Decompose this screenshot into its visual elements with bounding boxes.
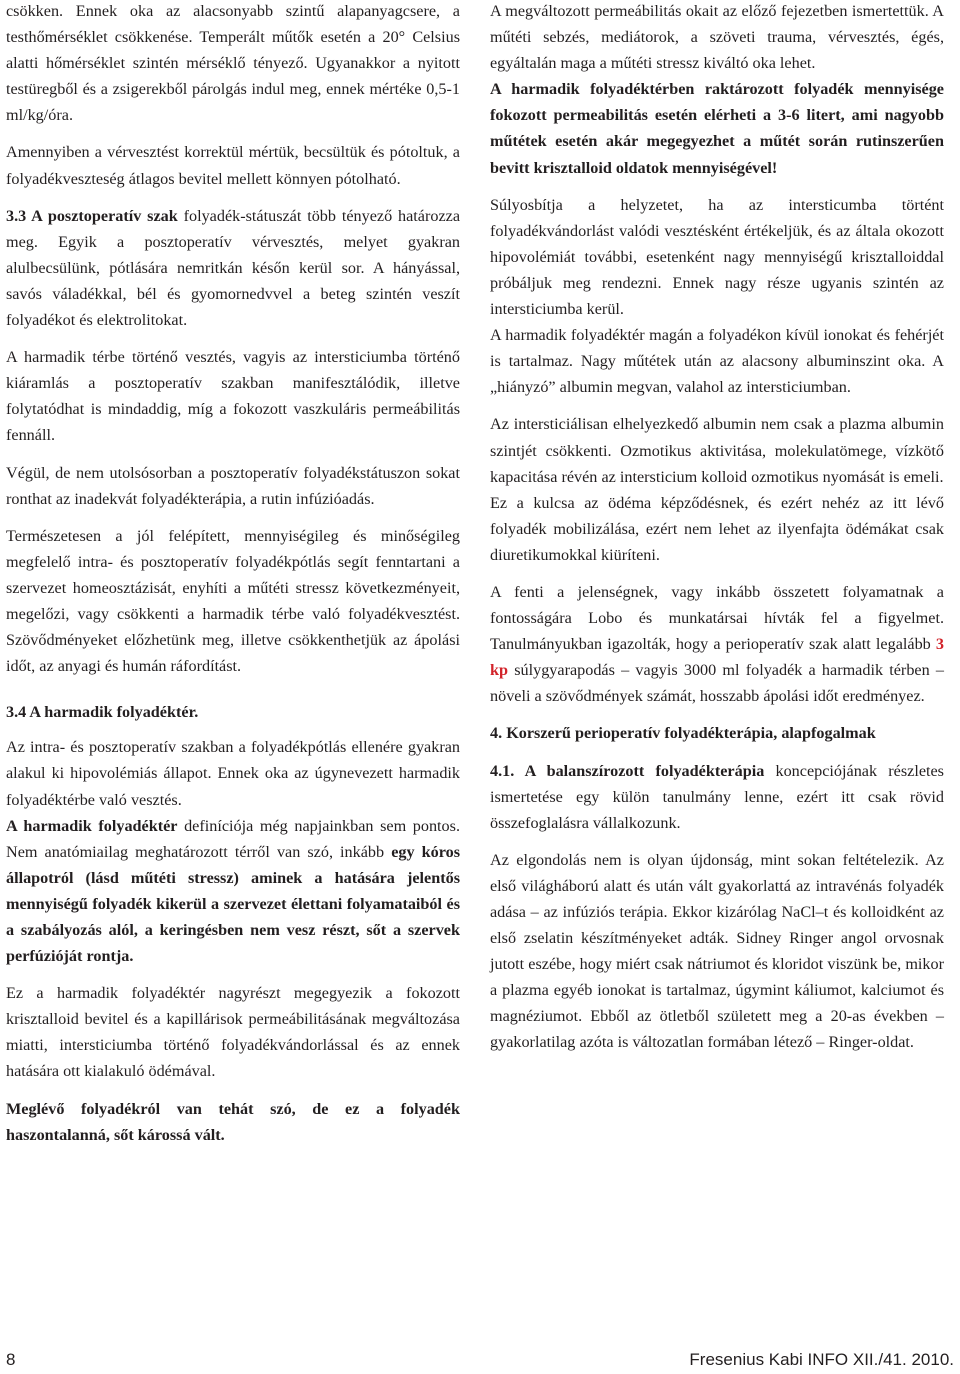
inline-bold: 4.1. A balanszírozott folyadékterápia — [490, 761, 765, 780]
paragraph-body: A megváltozott permeábilitás okait az előző fejezetben ismertettük. A műtéti sebzés, mediátorok, a szöveti trauma, vérvesztés, égés, egyáltalán maga a műtéti stressz kiváltó oka lehet. — [490, 2, 944, 73]
paragraph-body: Súlyosbítja a helyzetet, ha az intersticumba történt folyadékvándorlást valódi vesztésként értékeljük, és az általa okozott hipovolémiát további, esetenként nagy mennyiségű krisztalloiddal próbáljuk meg rendezni. Ennek nagy része ugyanis szintén az intersticiumba kerül. — [490, 195, 944, 319]
paragraph-body: Ez a kulcsa az ödéma képződésnek, és ezért nehéz az itt lévő folyadék mobilizálása, ezért nem lehet az ilyenfajta ödémákat csak diuretikumokkal kiüríteni. — [490, 493, 944, 564]
section-heading-4: 4. Korszerű perioperatív folyadékterápia, alapfogalmak — [490, 724, 876, 743]
paragraph-body: Az elgondolás nem is olyan újdonság, mint sokan feltételezik. Az első világháború alatt és után vált gyakorlattá az intravénás folyadék adása – az infúziós terápia. Ekkor kizárólag NaCl–t és kolloidként az első zselatin készítményeket adták. Sidney Ringer angol orvosnak jutott eszébe, hogy miért csak nátriumot és kloridot viszünk be, mikor a plazma egyéb ionokat is tartalmaz, úgymint káliumot, kalciumot és magnéziumot. Ebből az ötletből született meg a 20-as években – gyakorlatilag azóta is változatlan formában létező – Ringer-oldat. — [490, 850, 944, 1052]
left-column — [6, 0, 460, 1159]
paragraph-body: Végül, de nem utolsósorban a posztoperatív folyadékstátuszon sokat ronthat az inadekvát folyadékterápia, a rutin infúzióadás. — [6, 463, 460, 508]
inline-text: súlygyarapodás – vagyis 3000 ml folyadék a harmadik térben – növeli a szövődmények számát, hosszabb ápolási időt eredményez. — [490, 661, 944, 706]
paragraph-body: Amennyiben a vérvesztést korrektül mértük, becsültük és pótoltuk, a folyadékveszteség átlagos bevitel mellett könnyen pótolható. — [6, 143, 460, 188]
paragraph-third-space — [6, 813, 460, 970]
paragraph-lobo-study — [490, 579, 944, 709]
section-heading-3-4: 3.4 A harmadik folyadéktér. — [6, 703, 199, 722]
paragraph-bold-highlight: A harmadik folyadéktérben raktározott folyadék mennyisége fokozott permeabilitás esetén elérheti a 3-6 litert, ami nagyobb műtétek esetén akár megegyezhet a műtét során rutinszerűen bevitt krisztalloid oldatok mennyiségével! — [490, 80, 944, 177]
paragraph-body: Ez a harmadik folyadéktér nagyrészt megegyezik a fokozott krisztalloid bevitel és a kapillárisok permeábilitásának megváltozása miatti, intersticiumba történő folyadékvándorlással és az ennek hatására ott kialakuló ödémával. — [6, 984, 460, 1081]
inline-text: definíciója még napjainkban sem pontos. Nem anatómiailag meghatározott térről van szó, inkább — [6, 816, 460, 861]
publication-info: Fresenius Kabi INFO XII./41. 2010. — [689, 1350, 954, 1369]
inline-bold: egy kóros állapotról (lásd műtéti stressz) aminek a hatására jelentős mennyiségű folyadék kikerül a szervezet élettani folyamataiból és a szabályozás alól, a keringésben nem vesz részt, sőt a szervek perfúzióját rontja. — [6, 842, 461, 966]
right-column — [490, 0, 944, 1067]
paragraph-postoperative — [6, 203, 460, 333]
paragraph-bold-conclusion: Meglévő folyadékról van tehát szó, de ez a folyadék haszontalanná, sőt károssá vált. — [6, 1099, 460, 1144]
inline-highlight-red: 3 kp — [490, 635, 944, 680]
inline-bold: 3.3 A posztoperatív szak — [6, 206, 178, 225]
paragraph-balanced-therapy — [490, 758, 944, 836]
page-number: 8 — [6, 1350, 16, 1369]
inline-text: A fenti a jelenségnek, vagy inkább összetett folyamatnak a fontosságára Lobo és munkatársai hívták fel a figyelmet. Tanulmányukban igazolták, hogy a perioperatív szak alatt legalább — [490, 582, 944, 654]
paragraph-body: Az intersticiálisan elhelyezkedő albumin nem csak a plazma albumin szintjét csökkenti. Ozmotikus aktivitása, molekulatömege, vízkötő kapacitása révén az intersticium kolloid ozmotikus nyomását is emeli. — [490, 415, 944, 486]
inline-text: koncepciójának részletes ismertetése egy külön tanulmány lenne, ezért itt csak rövid összefoglalásra vállalkozunk. — [490, 761, 944, 832]
paragraph-body: Az intra- és posztoperatív szakban a folyadékpótlás ellenére gyakran alakul ki hipovolémiás állapot. Ennek oka az úgynevezett harmadik folyadéktérbe való vesztés. — [6, 738, 460, 809]
paragraph-body: A harmadik folyadéktér magán a folyadékon kívül ionokat és fehérjét is tartalmaz. Nagy műtétek után az alacsony albuminszint oka. A „hiányzó” albumin megvan, valahol az intersticiumban. — [490, 326, 944, 397]
paragraph-body: csökken. Ennek oka az alacsonyabb szintű alapanyagcsere, a testhőmérséklet csökkenése. Temperált műtők esetén a 20° Celsius alatti hőmérséklet szintén mérséklő tényező. Ugyanakkor a nyitott testüregből és a zsigerekből párolgás indul meg, ennek mértéke 0,5-1 ml/kg/óra. — [6, 2, 460, 125]
paragraph-body: Természetesen a jól felépített, mennyiségileg és minőségileg megfelelő intra- és posztoperatív folyadékpótlás segít fenntartani a szervezet homeosztázisát, enyhíti a műtéti stressz következményeit, megelőzi, vagy csökkenti a harmadik térbe való folyadékvesztést. Szövődményeket előzhetünk meg, illetve csökkenthetjük az ápolási időt, az anyagi és humán ráfordítást. — [6, 526, 460, 676]
inline-bold: A harmadik folyadéktér — [6, 816, 178, 835]
inline-text: folyadék-státuszát több tényező határozza meg. Egyik a posztoperatív vérvesztés, melyet gyakran alulbecsülünk, pótlására nemritkán későn kerül sor. A hányással, savós váladékkal, bél és gyomornedvvel a beteg szintén veszít folyadékot és elektrolitokat. — [6, 206, 461, 330]
paragraph-body: A harmadik térbe történő vesztés, vagyis az intersticiumba történő kiáramlás a posztoperatív szakban manifesztálódik, illetve folytatódhat is mindaddig, míg a fokozott vaszkuláris permeábilitás fennáll. — [6, 348, 460, 445]
